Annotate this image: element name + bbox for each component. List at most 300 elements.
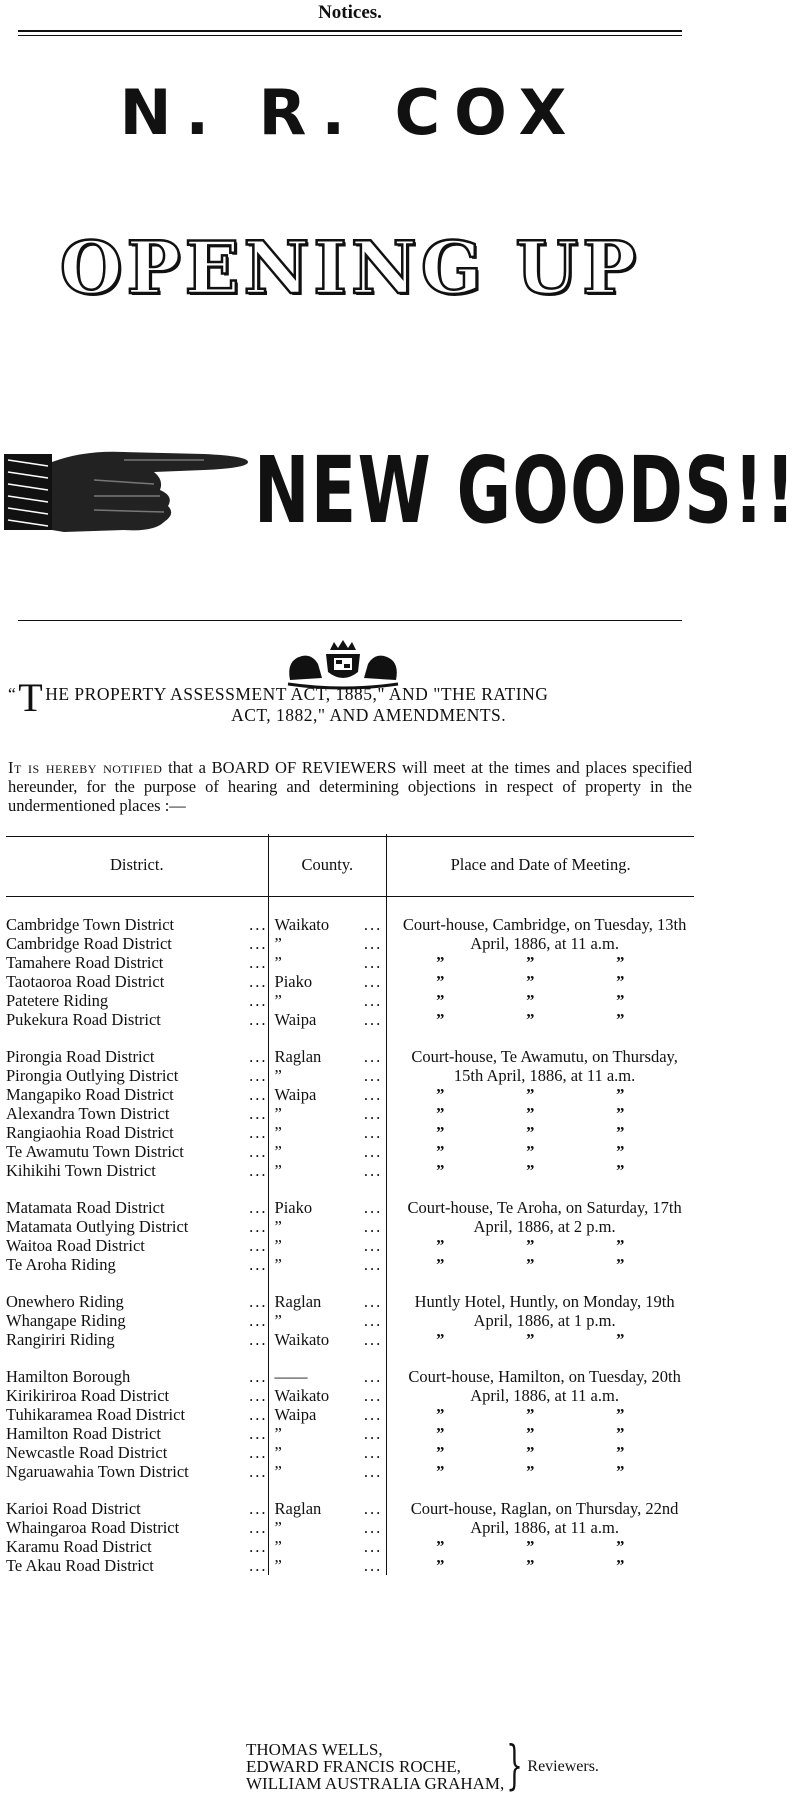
leader-dots: ... (363, 1010, 383, 1029)
county-cell (268, 1556, 387, 1575)
leader-dots: ... (363, 1236, 383, 1255)
county-cell (268, 915, 387, 934)
leader-dots: ... (363, 1198, 383, 1217)
leader-dots: ... (363, 1462, 383, 1481)
table-row (6, 1142, 694, 1161)
ditto-mark: ” (526, 1255, 535, 1274)
ditto-mark: ” (526, 1330, 535, 1349)
signatory-names (246, 1741, 504, 1792)
leader-dots: ... (249, 915, 268, 934)
ditto-mark: ” (526, 1010, 535, 1029)
district-cell (6, 1104, 268, 1123)
leader-dots: ... (363, 1292, 383, 1311)
spacer-cell (268, 1029, 387, 1047)
meeting-place-date: Court-house, Cambridge, on Tuesday, 13th April, 1886, at 11 a.m. (402, 915, 687, 953)
district-cell (6, 1123, 268, 1142)
district-cell (6, 934, 268, 953)
signatory-role: Reviewers. (527, 1757, 599, 1775)
county-cell (268, 1255, 387, 1274)
leader-dots: ... (363, 1556, 383, 1575)
leader-dots: ... (249, 1518, 268, 1537)
ditto-mark: ” (436, 1161, 445, 1180)
column-header-place: Place and Date of Meeting. (387, 834, 694, 897)
section-rule (18, 620, 682, 621)
brace-glyph: } (506, 1736, 524, 1796)
ditto-mark: ” (526, 1161, 535, 1180)
leader-dots: ... (363, 1085, 383, 1104)
ditto-marks (387, 1537, 694, 1556)
ditto-mark: ” (436, 1556, 445, 1575)
district-name: Waitoa Road District (6, 1236, 145, 1255)
ditto-marks (387, 1104, 694, 1123)
leader-dots: ... (249, 1123, 268, 1142)
ditto-mark: ” (526, 1104, 535, 1123)
leader-dots: ... (249, 991, 268, 1010)
district-cell (6, 1424, 268, 1443)
ditto-mark: ” (616, 1424, 625, 1443)
district-name: Pukekura Road District (6, 1010, 161, 1029)
ditto-mark: ” (616, 953, 625, 972)
spacer-cell (268, 1481, 387, 1499)
leader-dots: ... (249, 1311, 268, 1330)
county-name: ” (274, 1311, 282, 1330)
table-row (6, 1499, 694, 1518)
leader-dots: ... (363, 1367, 383, 1386)
leader-dots: ... (363, 1386, 383, 1405)
district-name: Matamata Outlying District (6, 1217, 189, 1236)
ditto-marks (387, 1123, 694, 1142)
table-row (6, 1047, 694, 1066)
ditto-mark: ” (526, 991, 535, 1010)
table-row (6, 1085, 694, 1104)
district-name: Kirikiriroa Road District (6, 1386, 170, 1405)
spacer-cell (387, 1029, 694, 1047)
ditto-mark: ” (436, 991, 445, 1010)
county-cell (268, 1161, 387, 1180)
ditto-mark: ” (436, 1123, 445, 1142)
county-cell (268, 1499, 387, 1518)
district-cell (6, 1047, 268, 1066)
ditto-marks (387, 1330, 694, 1349)
ditto-mark: ” (616, 1010, 625, 1029)
leader-dots: ... (363, 1518, 383, 1537)
leader-dots: ... (249, 1085, 268, 1104)
district-name: Te Awamutu Town District (6, 1142, 184, 1161)
district-name: Karamu Road District (6, 1537, 152, 1556)
header-rule (18, 30, 682, 32)
district-name: Hamilton Road District (6, 1424, 161, 1443)
district-name: Alexandra Town District (6, 1104, 170, 1123)
district-name: Cambridge Town District (6, 915, 175, 934)
ditto-marks (387, 1161, 694, 1180)
district-name: Tuhikaramea Road District (6, 1405, 186, 1424)
district-name: Onewhero Riding (6, 1292, 124, 1311)
ditto-marks (387, 1085, 694, 1104)
leader-dots: ... (363, 1499, 383, 1518)
county-name: ” (274, 1123, 282, 1142)
ditto-mark: ” (616, 1085, 625, 1104)
county-cell (268, 1330, 387, 1349)
leader-dots: ... (249, 1217, 268, 1236)
spacer-cell (387, 1481, 694, 1499)
ditto-mark: ” (616, 1405, 625, 1424)
spacer-cell (6, 1029, 268, 1047)
county-name: ” (274, 1104, 282, 1123)
table-row (6, 991, 694, 1010)
county-cell (268, 1537, 387, 1556)
leader-dots: ... (363, 1047, 383, 1066)
ditto-mark: ” (526, 1123, 535, 1142)
pointing-hand-icon (4, 440, 250, 540)
intro-text: that a BOARD OF REVIEWERS will meet at the times and places specified hereunder, for the purpose of hearing and determining objections in respect of property in the undermentioned places :— (8, 758, 692, 815)
royal-coat-of-arms-icon (268, 640, 418, 690)
signatures (246, 1736, 686, 1796)
opening-quote: “ (8, 684, 17, 704)
table-row (6, 1424, 694, 1443)
table-row (6, 1198, 694, 1217)
ditto-mark: ” (526, 953, 535, 972)
leader-dots: ... (249, 972, 268, 991)
spacer-cell (268, 1349, 387, 1367)
leader-dots: ... (363, 1104, 383, 1123)
leader-dots: ... (249, 934, 268, 953)
leader-dots: ... (249, 1198, 268, 1217)
county-cell (268, 1047, 387, 1066)
table-row (6, 1292, 694, 1311)
county-name: Piako (274, 1198, 313, 1217)
district-name: Ngaruawahia Town District (6, 1462, 189, 1481)
district-cell (6, 1499, 268, 1518)
county-name: ” (274, 1217, 282, 1236)
ditto-mark: ” (616, 972, 625, 991)
ditto-mark: ” (616, 991, 625, 1010)
district-name: Pirongia Road District (6, 1047, 155, 1066)
district-cell (6, 1367, 268, 1386)
meeting-schedule-table (6, 834, 694, 1575)
leader-dots: ... (249, 1330, 268, 1349)
table-row (6, 1236, 694, 1255)
ditto-mark: ” (616, 1255, 625, 1274)
district-cell (6, 991, 268, 1010)
ditto-marks (387, 1462, 694, 1481)
drop-cap: T (18, 675, 44, 720)
county-name: ” (274, 1518, 282, 1537)
ditto-mark: ” (526, 1443, 535, 1462)
county-cell (268, 1405, 387, 1424)
ditto-mark: ” (616, 1161, 625, 1180)
table-row (6, 953, 694, 972)
notices-header (0, 0, 700, 40)
ditto-mark: ” (436, 1405, 445, 1424)
district-name: Hamilton Borough (6, 1367, 131, 1386)
ditto-mark: ” (616, 1556, 625, 1575)
county-name: ” (274, 1424, 282, 1443)
district-name: Pirongia Outlying District (6, 1066, 179, 1085)
table-row (6, 1537, 694, 1556)
county-cell (268, 1198, 387, 1217)
district-name: Whaingaroa Road District (6, 1518, 180, 1537)
county-name: Raglan (274, 1292, 322, 1311)
spacer-cell (387, 1349, 694, 1367)
district-name: Kihikihi Town District (6, 1161, 156, 1180)
county-cell (268, 1311, 387, 1330)
ditto-marks (387, 1556, 694, 1575)
table-row (6, 972, 694, 991)
group-spacer (6, 1481, 694, 1499)
table-row (6, 1330, 694, 1349)
ditto-mark: ” (436, 1085, 445, 1104)
county-name: ” (274, 1142, 282, 1161)
district-cell (6, 1198, 268, 1217)
district-cell (6, 1518, 268, 1537)
leader-dots: ... (363, 991, 383, 1010)
ditto-marks (387, 1142, 694, 1161)
county-name: ” (274, 934, 282, 953)
leader-dots: ... (249, 1556, 268, 1575)
ditto-marks (387, 1236, 694, 1255)
county-cell (268, 1085, 387, 1104)
column-header-county: County. (268, 834, 387, 897)
county-name: ” (274, 1255, 282, 1274)
leader-dots: ... (363, 1405, 383, 1424)
spacer-cell (6, 1274, 268, 1292)
county-cell (268, 1386, 387, 1405)
leader-dots: ... (363, 934, 383, 953)
ditto-marks (387, 972, 694, 991)
spacer-cell (6, 1481, 268, 1499)
county-name: Waipa (274, 1010, 317, 1029)
ditto-mark: ” (526, 1085, 535, 1104)
signatory-name: WILLIAM AUSTRALIA GRAHAM, (246, 1773, 505, 1793)
leader-dots: ... (249, 1405, 268, 1424)
table-header-row (6, 834, 694, 897)
group-spacer (6, 1180, 694, 1198)
district-cell (6, 1066, 268, 1085)
table-row (6, 1161, 694, 1180)
county-cell (268, 953, 387, 972)
ditto-mark: ” (526, 1236, 535, 1255)
ditto-marks (387, 1443, 694, 1462)
table-row (6, 1462, 694, 1481)
leader-dots: ... (363, 1311, 383, 1330)
leader-dots: ... (363, 1161, 383, 1180)
meeting-place-date: Court-house, Raglan, on Thursday, 22nd April, 1886, at 11 a.m. (410, 1499, 679, 1537)
notice-intro (8, 758, 692, 815)
table-row (6, 1405, 694, 1424)
district-cell (6, 1462, 268, 1481)
leader-dots: ... (249, 1537, 268, 1556)
district-cell (6, 1142, 268, 1161)
county-cell (268, 1066, 387, 1085)
spacer-cell (6, 1180, 268, 1198)
notice-title (8, 675, 692, 726)
column-header-district: District. (6, 834, 268, 897)
signatory-name: THOMAS WELLS, (246, 1739, 383, 1759)
ditto-mark: ” (436, 1424, 445, 1443)
district-name: Patetere Riding (6, 991, 109, 1010)
leader-dots: ... (363, 953, 383, 972)
ditto-mark: ” (526, 1405, 535, 1424)
ditto-mark: ” (616, 1443, 625, 1462)
signatory-name: EDWARD FRANCIS ROCHE, (246, 1756, 461, 1776)
table-row (6, 1104, 694, 1123)
table-row (6, 1255, 694, 1274)
table-row (6, 915, 694, 934)
leader-dots: ... (249, 1499, 268, 1518)
ditto-mark: ” (526, 1142, 535, 1161)
ditto-mark: ” (616, 1104, 625, 1123)
leader-dots: ... (249, 1066, 268, 1085)
new-goods-headline: NEW GOODS!! (254, 437, 797, 544)
county-cell (268, 972, 387, 991)
notice-title-line2: ACT, 1882," AND AMENDMENTS. (231, 705, 507, 725)
merchant-name: N. R. COX (119, 76, 581, 149)
county-name: ” (274, 1537, 282, 1556)
leader-dots: ... (363, 1443, 383, 1462)
county-name: ” (274, 1556, 282, 1575)
district-name: Tamahere Road District (6, 953, 164, 972)
section-title: Notices. (318, 2, 382, 23)
county-cell (268, 1518, 387, 1537)
ditto-mark: ” (616, 1537, 625, 1556)
county-name: Raglan (274, 1047, 322, 1066)
county-name: ” (274, 1443, 282, 1462)
ditto-mark: ” (616, 1123, 625, 1142)
district-name: Rangiaohia Road District (6, 1123, 174, 1142)
leader-dots: ... (363, 1066, 383, 1085)
ditto-marks (387, 1010, 694, 1029)
leader-dots: ... (249, 1367, 268, 1386)
spacer-cell (6, 1349, 268, 1367)
spacer-cell (387, 1274, 694, 1292)
ditto-mark: ” (436, 1104, 445, 1123)
ditto-mark: ” (616, 1142, 625, 1161)
county-cell (268, 1123, 387, 1142)
spacer-cell (387, 897, 694, 916)
ditto-mark: ” (616, 1236, 625, 1255)
county-name: ” (274, 1066, 282, 1085)
ditto-mark: ” (526, 1424, 535, 1443)
ditto-mark: ” (436, 953, 445, 972)
district-cell (6, 915, 268, 934)
leader-dots: ... (249, 1236, 268, 1255)
county-name: Raglan (274, 1499, 322, 1518)
county-cell (268, 991, 387, 1010)
group-spacer (6, 897, 694, 916)
district-cell (6, 1386, 268, 1405)
district-cell (6, 1161, 268, 1180)
leader-dots: ... (363, 1424, 383, 1443)
county-name: ” (274, 1161, 282, 1180)
spacer-cell (268, 1180, 387, 1198)
district-cell (6, 1010, 268, 1029)
county-cell (268, 934, 387, 953)
district-cell (6, 1292, 268, 1311)
county-name: Waikato (274, 915, 330, 934)
county-cell (268, 1236, 387, 1255)
leader-dots: ... (249, 1424, 268, 1443)
ditto-mark: ” (526, 1556, 535, 1575)
ditto-mark: ” (436, 1462, 445, 1481)
ditto-marks (387, 1405, 694, 1424)
spacer-cell (268, 1274, 387, 1292)
district-cell (6, 1217, 268, 1236)
group-spacer (6, 1029, 694, 1047)
leader-dots: ... (363, 1217, 383, 1236)
county-name: Piako (274, 972, 313, 991)
leader-dots: ... (249, 1142, 268, 1161)
group-spacer (6, 1274, 694, 1292)
ditto-marks (387, 1255, 694, 1274)
district-cell (6, 1255, 268, 1274)
ditto-mark: ” (436, 1443, 445, 1462)
county-cell (268, 1462, 387, 1481)
table-row (6, 1443, 694, 1462)
leader-dots: ... (249, 953, 268, 972)
meeting-place-date: Court-house, Te Aroha, on Saturday, 17th April, 1886, at 2 p.m. (407, 1198, 682, 1236)
ditto-mark: ” (526, 1462, 535, 1481)
ditto-mark: ” (526, 1537, 535, 1556)
county-name: ” (274, 991, 282, 1010)
county-name: ” (274, 1236, 282, 1255)
leader-dots: ... (363, 915, 383, 934)
leader-dots: ... (363, 1123, 383, 1142)
ditto-mark: ” (616, 1462, 625, 1481)
district-cell (6, 1085, 268, 1104)
county-cell (268, 1443, 387, 1462)
ditto-mark: ” (526, 972, 535, 991)
table-row (6, 1556, 694, 1575)
leader-dots: ... (249, 1462, 268, 1481)
district-name: Te Akau Road District (6, 1556, 154, 1575)
county-cell (268, 1217, 387, 1236)
spacer-cell (6, 897, 268, 916)
district-cell (6, 953, 268, 972)
ditto-mark: ” (436, 1142, 445, 1161)
ditto-marks (387, 991, 694, 1010)
table-row (6, 1367, 694, 1386)
ditto-mark: ” (436, 1537, 445, 1556)
district-name: Rangiriri Riding (6, 1330, 115, 1349)
county-cell (268, 1104, 387, 1123)
county-name: Waipa (274, 1405, 317, 1424)
ditto-mark: ” (616, 1330, 625, 1349)
opening-up-headline: OPENING UP (59, 225, 641, 310)
district-cell (6, 1556, 268, 1575)
leader-dots: ... (249, 1386, 268, 1405)
leader-dots: ... (363, 1255, 383, 1274)
county-cell (268, 1010, 387, 1029)
meeting-place-date: Court-house, Hamilton, on Tuesday, 20th April, 1886, at 11 a.m. (408, 1367, 681, 1405)
county-cell (268, 1367, 387, 1386)
ditto-marks (387, 1424, 694, 1443)
district-name: Cambridge Road District (6, 934, 172, 953)
spacer-cell (268, 897, 387, 916)
intro-lead: It is hereby notified (8, 758, 163, 777)
district-name: Whangape Riding (6, 1311, 126, 1330)
district-name: Matamata Road District (6, 1198, 165, 1217)
spacer-cell (387, 1180, 694, 1198)
leader-dots: ... (363, 1330, 383, 1349)
ditto-mark: ” (436, 1255, 445, 1274)
district-name: Karioi Road District (6, 1499, 141, 1518)
header-rule-thin (18, 35, 682, 36)
county-name: —— (274, 1367, 308, 1386)
district-cell (6, 1236, 268, 1255)
district-cell (6, 972, 268, 991)
table-row (6, 1010, 694, 1029)
district-cell (6, 1405, 268, 1424)
